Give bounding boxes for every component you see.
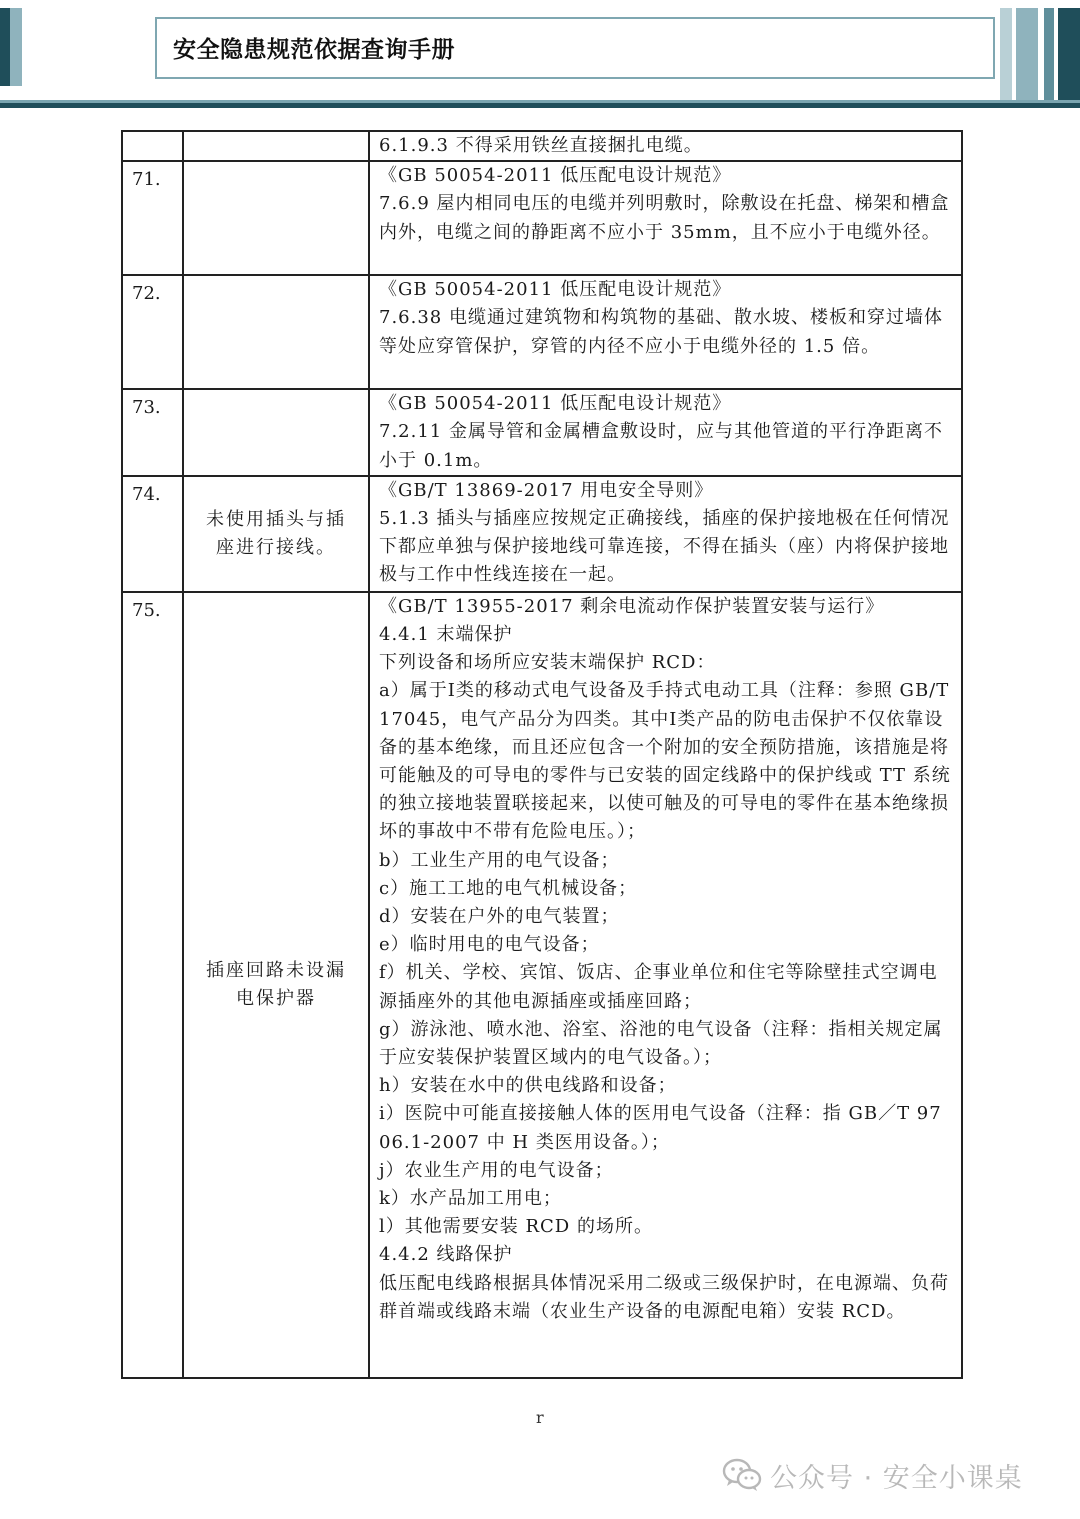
basis-item-g: g）游泳池、喷水池、浴室、浴池的电气设备（注释：指相关规定属于应安装保护装置区域内的电气设备。）； xyxy=(379,1018,943,1069)
basis-standard-title: 《GB 50054-2011 低压配电设计规范》 xyxy=(379,393,732,415)
basis-line: 7.6.38 电缆通过建筑物和构筑物的基础、散水坡、楼板和穿过墙体等处应穿管保护，穿管的内径不应小于电缆外径的 1.5 倍。 xyxy=(379,307,943,357)
table-row xyxy=(122,161,962,275)
basis-item-k: k）水产品加工用电； xyxy=(379,1188,562,1210)
basis-item-d: d）安装在户外的电气装置； xyxy=(379,906,620,928)
issue-text-line: 未使用插头与插 xyxy=(206,508,346,530)
basis-item-f: f）机关、学校、宾馆、饭店、企事业单位和住宅等除壁挂式空调电源插座外的其他电源插座或插座回路； xyxy=(379,962,938,1012)
issue-cell xyxy=(183,476,369,592)
row-number: 73. xyxy=(122,389,183,476)
basis-standard-title: 《GB/T 13869-2017 用电安全导则》 xyxy=(379,479,714,501)
table-row xyxy=(122,592,962,1378)
basis-standard-title: 《GB/T 13955-2017 剩余电流动作保护装置安装与运行》 xyxy=(379,595,885,617)
basis-line: 6.1.9.3 不得采用铁丝直接捆扎电缆。 xyxy=(379,135,703,156)
basis-line: 5.1.3 插头与插座应按规定正确接线，插座的保护接地极在任何情况下都应单独与保护接地线可靠连接，不得在插头（座）内将保护接地极与工作中性线连接在一起。 xyxy=(379,508,950,586)
header-band-right-1 xyxy=(1000,8,1012,102)
issue-cell xyxy=(183,389,369,476)
header-title-box xyxy=(155,17,995,79)
header-band-right-3 xyxy=(1044,8,1054,102)
table-row xyxy=(122,389,962,476)
issue-text-line: 电保护器 xyxy=(236,987,316,1009)
basis-cell xyxy=(369,389,962,476)
basis-item-h: h）安装在水中的供电线路和设备； xyxy=(379,1075,677,1097)
basis-cell xyxy=(369,161,962,275)
basis-item-j: j）农业生产用的电气设备； xyxy=(379,1159,614,1181)
basis-item-l: l）其他需要安装 RCD 的场所。 xyxy=(379,1216,653,1238)
basis-line: 低压配电线路根据具体情况采用二级或三级保护时，在电源端、负荷群首端或线路末端（农业生产设备的电源配电箱）安装 RCD。 xyxy=(379,1272,949,1322)
basis-item-e: e）临时用电的电气设备； xyxy=(379,934,600,956)
regulations-table-body xyxy=(122,131,962,1378)
table-row xyxy=(122,131,962,161)
table-row xyxy=(122,476,962,592)
regulations-table xyxy=(121,130,963,1379)
header-rule-dark xyxy=(0,103,1080,108)
header-band-left-light xyxy=(10,8,22,86)
row-number: 72. xyxy=(122,275,183,389)
watermark-text: 公众号 · 安全小课桌 xyxy=(770,1462,1023,1494)
basis-section-heading: 4.4.2 线路保护 xyxy=(379,1244,513,1266)
basis-item-b: b）工业生产用的电气设备； xyxy=(379,849,620,871)
basis-cell xyxy=(369,476,962,592)
basis-cell xyxy=(369,592,962,1378)
page-number: r xyxy=(536,1408,544,1427)
row-number: 75. xyxy=(122,592,183,1378)
basis-item-a: a）属于Ⅰ类的移动式电气设备及手持式电动工具（注释：参照 GB/T 17045，电气产品分为四类。其中Ⅰ类产品的防电击保护不仅依靠设备的基本绝缘，而且还应包含一个附加的安全预防措施，该措施是将可能触及的可导电的零件与已安装的固定线路中的保护线或 TT 系统的独立接地装置联接起来，以使可触及的可导电的零件在基本绝缘损坏的事故中不带有危险电压。）； xyxy=(379,680,951,843)
basis-standard-title: 《GB 50054-2011 低压配电设计规范》 xyxy=(379,279,732,301)
issue-text-line: 插座回路未设漏 xyxy=(206,959,346,981)
basis-cell xyxy=(369,275,962,389)
issue-text-line: 座进行接线。 xyxy=(216,536,336,558)
issue-cell xyxy=(183,592,369,1378)
row-number: 71. xyxy=(122,161,183,275)
page-header xyxy=(0,0,1080,112)
basis-cell xyxy=(369,131,962,161)
table-row xyxy=(122,275,962,389)
basis-item-c: c）施工工地的电气机械设备； xyxy=(379,877,638,899)
basis-section-heading: 4.4.1 末端保护 xyxy=(379,624,513,646)
header-band-right-4 xyxy=(1058,8,1080,102)
basis-line: 7.6.9 屋内相同电压的电缆并列明敷时，除敷设在托盘、梯架和槽盒内外，电缆之间的静距离不应小于 35mm，且不应小于电缆外径。 xyxy=(379,193,950,243)
issue-cell xyxy=(183,131,369,161)
row-number: 74. xyxy=(122,476,183,592)
issue-cell xyxy=(183,161,369,275)
issue-cell xyxy=(183,275,369,389)
basis-line: 下列设备和场所应安装末端保护 RCD： xyxy=(379,652,716,674)
row-number xyxy=(122,131,183,161)
wechat-icon xyxy=(722,1457,762,1493)
basis-item-i: i）医院中可能直接接触人体的医用电气设备（注释：指 GB／T 9706.1-2007 中 H 类医用设备。）； xyxy=(379,1103,942,1153)
header-band-left-dark xyxy=(0,8,10,86)
header-band-right-2 xyxy=(1016,8,1038,102)
page-title: 安全隐患规范依据查询手册 xyxy=(173,37,455,63)
basis-line: 7.2.11 金属导管和金属槽盒敷设时，应与其他管道的平行净距离不小于 0.1m。 xyxy=(379,421,943,471)
watermark xyxy=(722,1455,1023,1495)
basis-standard-title: 《GB 50054-2011 低压配电设计规范》 xyxy=(379,165,732,187)
